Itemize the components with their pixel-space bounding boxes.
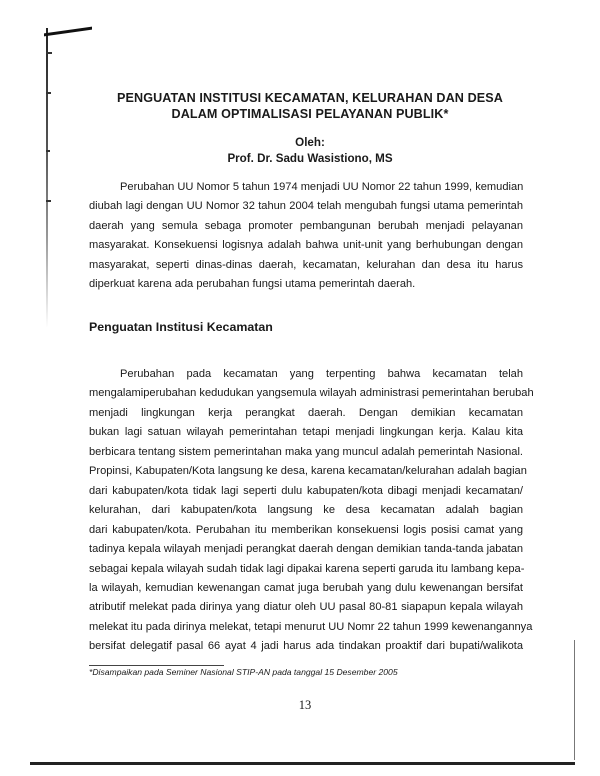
document-title	[60, 90, 560, 122]
footnote: *Disampaikan pada Seminer Nasional STIP-AN pada tanggal 15 Desember 2005	[89, 667, 398, 677]
intro-paragraph	[89, 178, 523, 295]
text-line: Perubahan UU Nomor 5 tahun 1974 menjadi UU Nomor 22 tahun 1999, kemudian	[120, 181, 524, 193]
text-line: dari kabupaten/kota tidak lagi seperti dulu kabupaten/kota dibagi menjadi kecamatan/	[89, 484, 523, 497]
text-line: sebagai kepala wilayah sudah tidak lagi dipakai karena seperti garuda itu lambang kepa-	[89, 562, 525, 575]
byline-label: Oleh:	[295, 136, 325, 149]
page-number: 13	[298, 698, 312, 712]
text-line: atributif melekat pada dirinya yang diatur oleh UU pasal 80-81 siapapun kepala wilayah	[89, 601, 523, 614]
scan-corner-mark	[44, 27, 92, 49]
section-heading: Penguatan Institusi Kecamatan	[89, 320, 273, 334]
text-line: masyarakat. Konsekuensi logisnya adalah bahwa unit-unit yang berhubungan dengan	[89, 239, 523, 252]
text-line: tadinya kepala wilayah menjadi perangkat daerah dengan demikian tanda-tanda jabatan	[89, 543, 523, 556]
scan-tick	[46, 150, 50, 152]
text-line: Propinsi, Kabupaten/Kota langsung ke desa, karena kecamatan/kelurahan adalah bagian	[89, 465, 527, 478]
text-line: Perubahan pada kecamatan yang terpenting bahwa kecamatan telah	[120, 368, 523, 380]
scan-tick	[46, 52, 52, 54]
footnote-divider	[89, 665, 224, 666]
text-line: melekat itu pada dirinya melekat, tetapi menurut UU Nomr 22 tahun 1999 kewenangannya	[89, 620, 533, 633]
section-paragraph	[89, 365, 534, 657]
text-line: diubah lagi dengan UU Nomor 32 tahun 2004 telah mengubah fungsi utama pemerintah	[89, 200, 523, 213]
text-line: bukan lagi satuan wilayah pemerintahan tetapi menjadi lingkungan kerja. Kalau kita	[89, 426, 523, 439]
author-name: Prof. Dr. Sadu Wasistiono, MS	[227, 152, 393, 165]
text-line: bersifat delegatif pasal 66 ayat 4 jadi harus ada tindakan proaktif dari bupati/walikota	[89, 640, 523, 653]
scan-tick	[46, 200, 51, 202]
scan-border-right	[574, 640, 575, 760]
scan-border-left	[46, 28, 48, 328]
text-line: la wilayah, kemudian kewenangan camat juga berubah yang dulu kewenangan bersifat	[89, 581, 523, 594]
scan-tick	[46, 92, 51, 94]
text-line: mengalamiperubahan kedudukan yangsemula wilayah administrasi pemerintahan berubah	[89, 387, 534, 400]
scan-border-bottom	[30, 762, 575, 765]
title-line-2: DALAM OPTIMALISASI PELAYANAN PUBLIK*	[171, 107, 449, 121]
text-line: diperkuat karena ada perubahan fungsi utama pemerintah daerah.	[89, 278, 416, 291]
text-line: masyarakat, seperti dinas-dinas daerah, kecamatan, kelurahan dan desa itu harus	[89, 258, 523, 271]
text-line: daerah yang semula sebaga promoter pembangunan berubah menjadi pelayanan	[89, 219, 523, 232]
text-line: kelurahan, dari kabupaten/kota langsung ke desa kecamatan adalah bagian	[89, 504, 523, 517]
title-line-1: PENGUATAN INSTITUSI KECAMATAN, KELURAHAN DAN DESA	[117, 91, 503, 105]
text-line: menjadi lingkungan kerja perangkat daerah. Dengan demikian kecamatan	[89, 406, 523, 419]
text-line: dari kabupaten/kota. Perubahan itu memberikan konsekuensi logis posisi camat yang	[89, 523, 523, 536]
text-line: berbicara tentang sistem pemerintahan maka yang muncul adalah pemerintah Nasional.	[89, 445, 523, 458]
